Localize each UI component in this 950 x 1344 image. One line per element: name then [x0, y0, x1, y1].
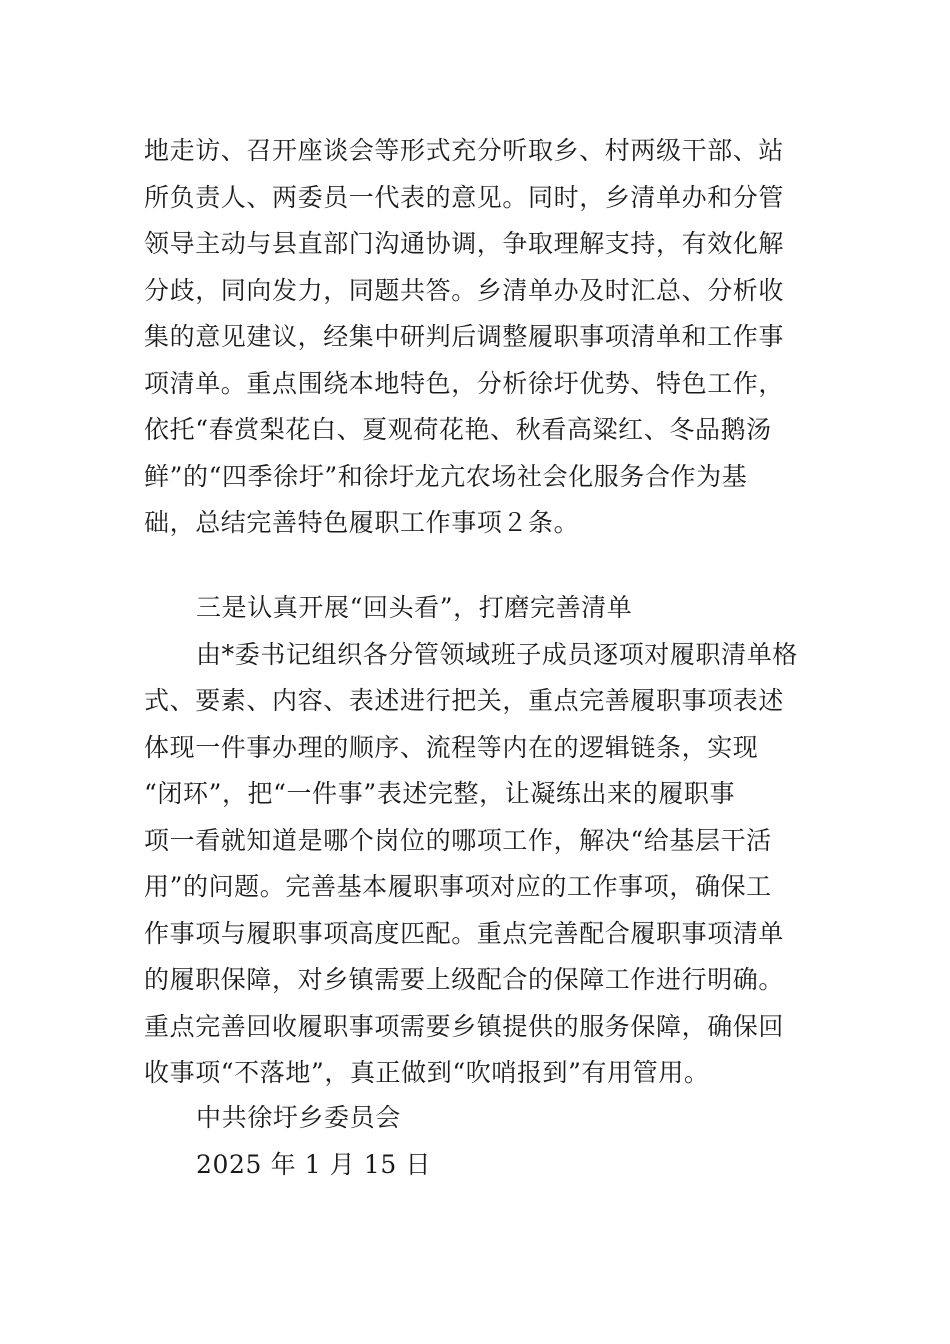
- paragraph-line: 的履职保障，对乡镇需要上级配合的保障工作进行明确。: [144, 965, 785, 994]
- paragraph-line: 作事项与履职事项高度匹配。重点完善配合履职事项清单: [144, 918, 785, 948]
- paragraph-line: 分歧，同向发力，同题共答。乡清单办及时汇总、分析收: [144, 275, 785, 305]
- paragraph-line: 地走访、召开座谈会等形式充分听取乡、村两级干部、站: [144, 136, 785, 165]
- section-heading: 三是认真开展“回头看”，打磨完善清单: [196, 593, 633, 622]
- signature-block: [144, 1095, 816, 1188]
- paragraph-line: 用”的问题。完善基本履职事项对应的工作事项，确保工: [144, 872, 772, 901]
- section-3: [144, 585, 816, 1097]
- paragraph-line: 项清单。重点围绕本地特色，分析徐圩优势、特色工作，: [144, 368, 785, 398]
- signature-date: 2025 年 1 月 15 日: [196, 1149, 432, 1179]
- paragraph-line: 集的意见建议，经集中研判后调整履职事项清单和工作事: [144, 322, 785, 351]
- paragraph-line: 式、要素、内容、表述进行把关，重点完善履职事项表述: [144, 686, 785, 715]
- paragraph-line: 依托“春赏梨花白、夏观荷花艳、秋看高粱红、冬品鹅汤: [144, 415, 772, 444]
- paragraph-line: 重点完善回收履职事项需要乡镇提供的服务保障，确保回: [144, 1011, 785, 1041]
- paragraph-line: 鲜”的“四季徐圩”和徐圩龙亢农场社会化服务合作为基: [144, 461, 748, 491]
- signature-organization: 中共徐圩乡委员会: [196, 1103, 401, 1132]
- paragraph-line: 收事项“不落地”，真正做到“吹哨报到”有用管用。: [144, 1058, 710, 1087]
- paragraph-1: [144, 128, 816, 547]
- paragraph-line: 所负责人、两委员一代表的意见。同时，乡清单办和分管: [144, 182, 785, 212]
- paragraph-line: 体现一件事办理的顺序、流程等内在的逻辑链条，实现: [144, 732, 759, 762]
- paragraph-line: 由*委书记组织各分管领域班子成员逐项对履职清单格: [196, 639, 798, 669]
- paragraph-line: 领导主动与县直部门沟通协调，争取理解支持，有效化解: [144, 229, 785, 258]
- paragraph-line: “闭环”，把“一件事”表述完整，让凝练出来的履职事: [144, 779, 736, 808]
- paragraph-line: 础，总结完善特色履职工作事项２条。: [144, 508, 580, 537]
- paragraph-line: 项一看就知道是哪个岗位的哪项工作，解决“给基层干活: [144, 825, 772, 855]
